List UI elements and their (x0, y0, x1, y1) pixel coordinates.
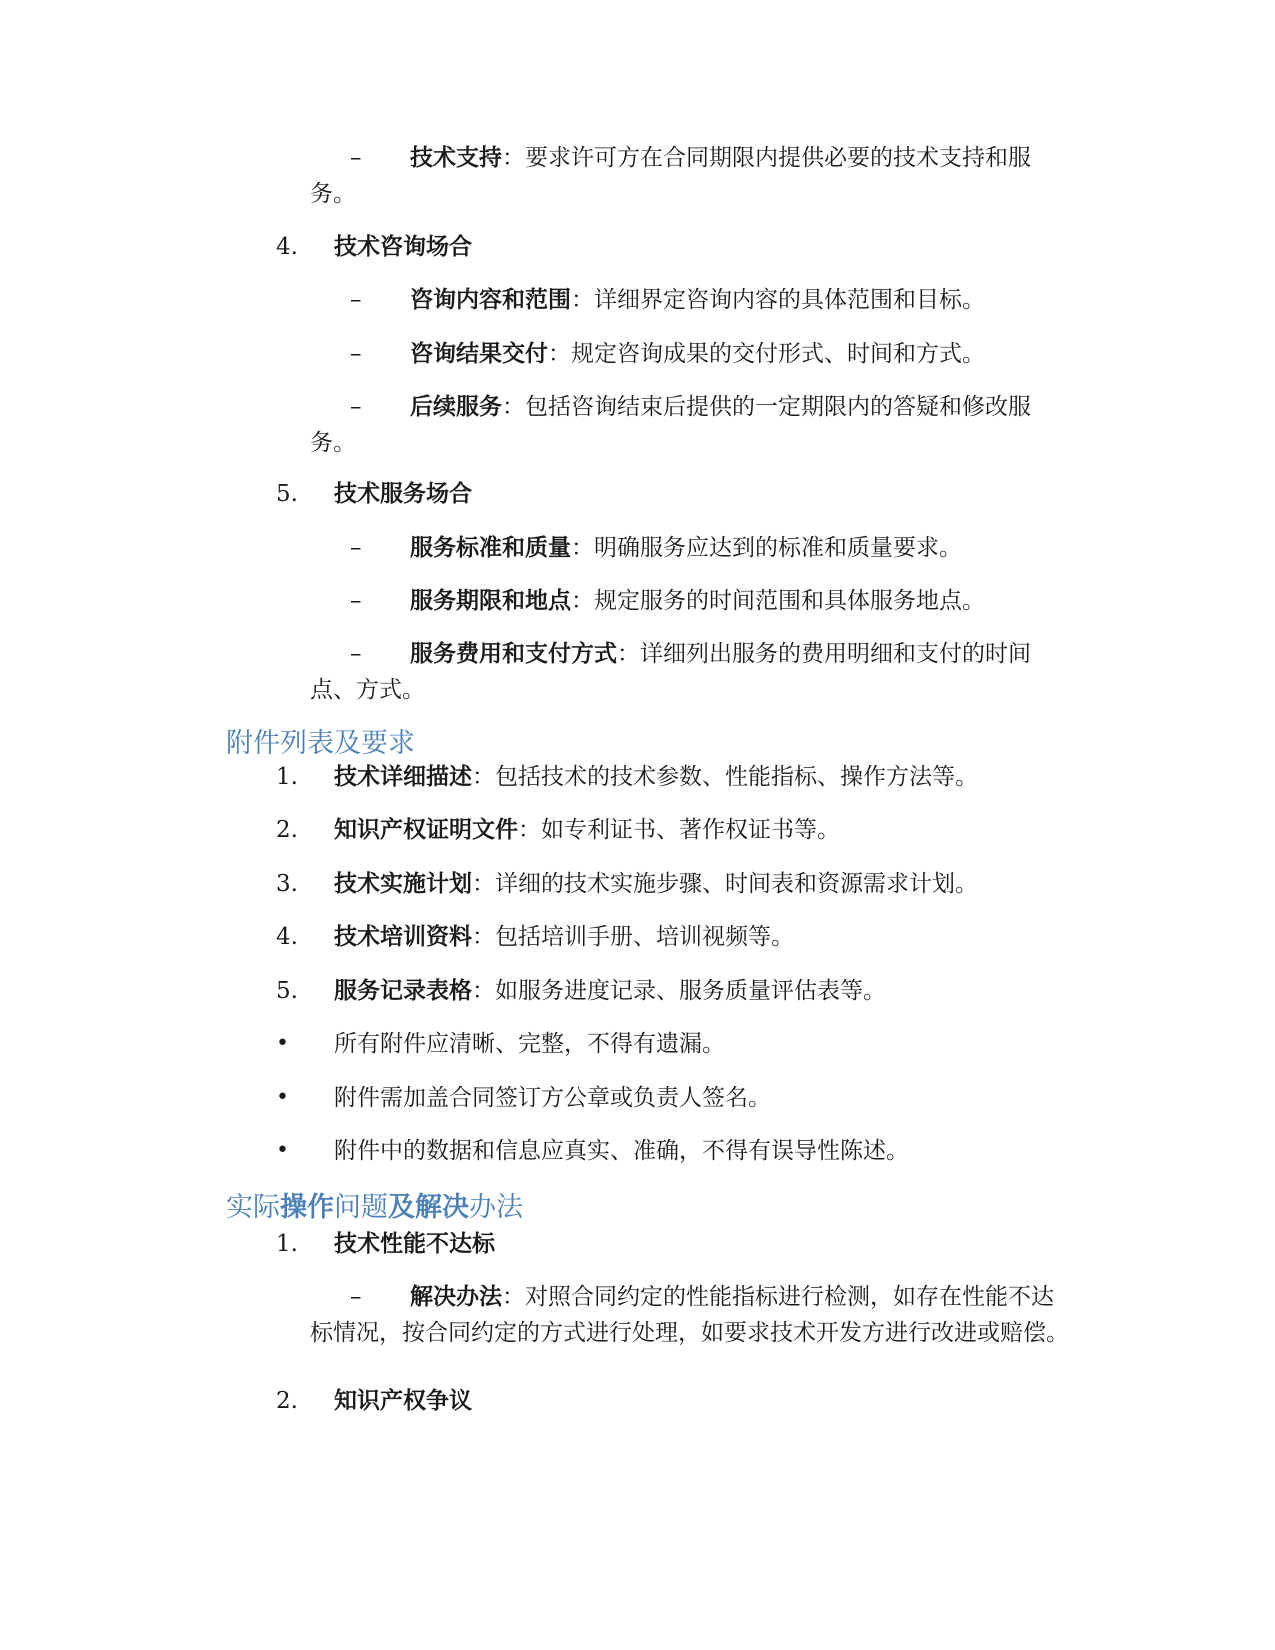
bullet-marker: • (276, 1031, 289, 1056)
list-number: 5. (276, 978, 298, 1004)
list-title: 技术咨询场合 (334, 234, 472, 260)
dash-marker: – (350, 145, 362, 171)
heading-part: 及解决 (388, 1192, 469, 1223)
heading-part: 问题 (334, 1192, 388, 1223)
dash-marker: – (350, 341, 362, 367)
list-number: 3. (276, 871, 298, 897)
bullet-text: 附件中的数据和信息应真实、准确，不得有误导性陈述。 (334, 1138, 909, 1164)
item-term: 服务记录表格 (334, 978, 472, 1004)
item-text: ：包括培训手册、培训视频等。 (472, 924, 794, 950)
dash-marker: – (350, 287, 362, 313)
list-number: 2. (276, 1388, 298, 1414)
bullet-text: 所有附件应清晰、完整，不得有遗漏。 (334, 1031, 725, 1057)
dash-item (310, 389, 1070, 461)
item-text: ：规定咨询成果的交付形式、时间和方式。 (548, 341, 985, 367)
item-text: ：要求许可方在合同期限内提供必要的技术支持和服务。 (310, 145, 1031, 207)
item-text: ：对照合同约定的性能指标进行检测，如存在性能不达标情况，按合同约定的方式进行处理，如要求技术开发方进行改进或赔偿。 (310, 1284, 1069, 1346)
dash-item (310, 636, 1070, 708)
dash-item (310, 140, 1070, 212)
list-number: 4. (276, 924, 298, 950)
item-term: 咨询结果交付 (410, 341, 548, 367)
section-heading: 附件列表及要求 (226, 728, 415, 759)
heading-part: 实际 (226, 1192, 280, 1223)
item-text: ：规定服务的时间范围和具体服务地点。 (571, 588, 985, 614)
item-text: ：如服务进度记录、服务质量评估表等。 (472, 978, 886, 1004)
item-term: 解决办法 (410, 1284, 502, 1310)
dash-marker: – (350, 641, 362, 667)
item-text: ：详细的技术实施步骤、时间表和资源需求计划。 (472, 871, 978, 897)
item-term: 技术实施计划 (334, 871, 472, 897)
list-title: 技术服务场合 (334, 481, 472, 507)
list-title: 技术性能不达标 (334, 1231, 495, 1257)
item-text: ：明确服务应达到的标准和质量要求。 (571, 535, 962, 561)
item-term: 知识产权证明文件 (334, 817, 518, 843)
dash-marker: – (350, 535, 362, 561)
item-term: 服务标准和质量 (410, 535, 571, 561)
heading-part: 操作 (280, 1192, 334, 1223)
dash-marker: – (350, 1284, 362, 1310)
list-number: 1. (276, 764, 298, 790)
section-heading (226, 1190, 523, 1226)
item-term: 技术支持 (410, 145, 502, 171)
dash-item (310, 530, 1070, 566)
list-title: 知识产权争议 (334, 1388, 472, 1414)
bullet-marker: • (276, 1138, 289, 1163)
bullet-text: 附件需加盖合同签订方公章或负责人签名。 (334, 1085, 771, 1111)
item-term: 服务期限和地点 (410, 588, 571, 614)
item-term: 咨询内容和范围 (410, 287, 571, 313)
item-term: 服务费用和支付方式 (410, 641, 617, 667)
list-number: 4. (276, 234, 298, 260)
item-term: 技术详细描述 (334, 764, 472, 790)
item-text: ：包括技术的技术参数、性能指标、操作方法等。 (472, 764, 978, 790)
item-text: ：详细列出服务的费用明细和支付的时间点、方式。 (310, 641, 1031, 703)
bullet-marker: • (276, 1085, 289, 1110)
heading-part: 办法 (469, 1192, 523, 1223)
dash-item (310, 282, 1070, 318)
list-number: 2. (276, 817, 298, 843)
item-term: 后续服务 (410, 394, 502, 420)
dash-marker: – (350, 394, 362, 420)
item-term: 技术培训资料 (334, 924, 472, 950)
list-number: 5. (276, 481, 298, 507)
item-text: ：详细界定咨询内容的具体范围和目标。 (571, 287, 985, 313)
list-number: 1. (276, 1231, 298, 1257)
dash-item (310, 336, 1070, 372)
dash-marker: – (350, 588, 362, 614)
dash-item (310, 1279, 1070, 1351)
item-text: ：包括咨询结束后提供的一定期限内的答疑和修改服务。 (310, 394, 1031, 456)
item-text: ：如专利证书、著作权证书等。 (518, 817, 840, 843)
dash-item (310, 583, 1070, 619)
